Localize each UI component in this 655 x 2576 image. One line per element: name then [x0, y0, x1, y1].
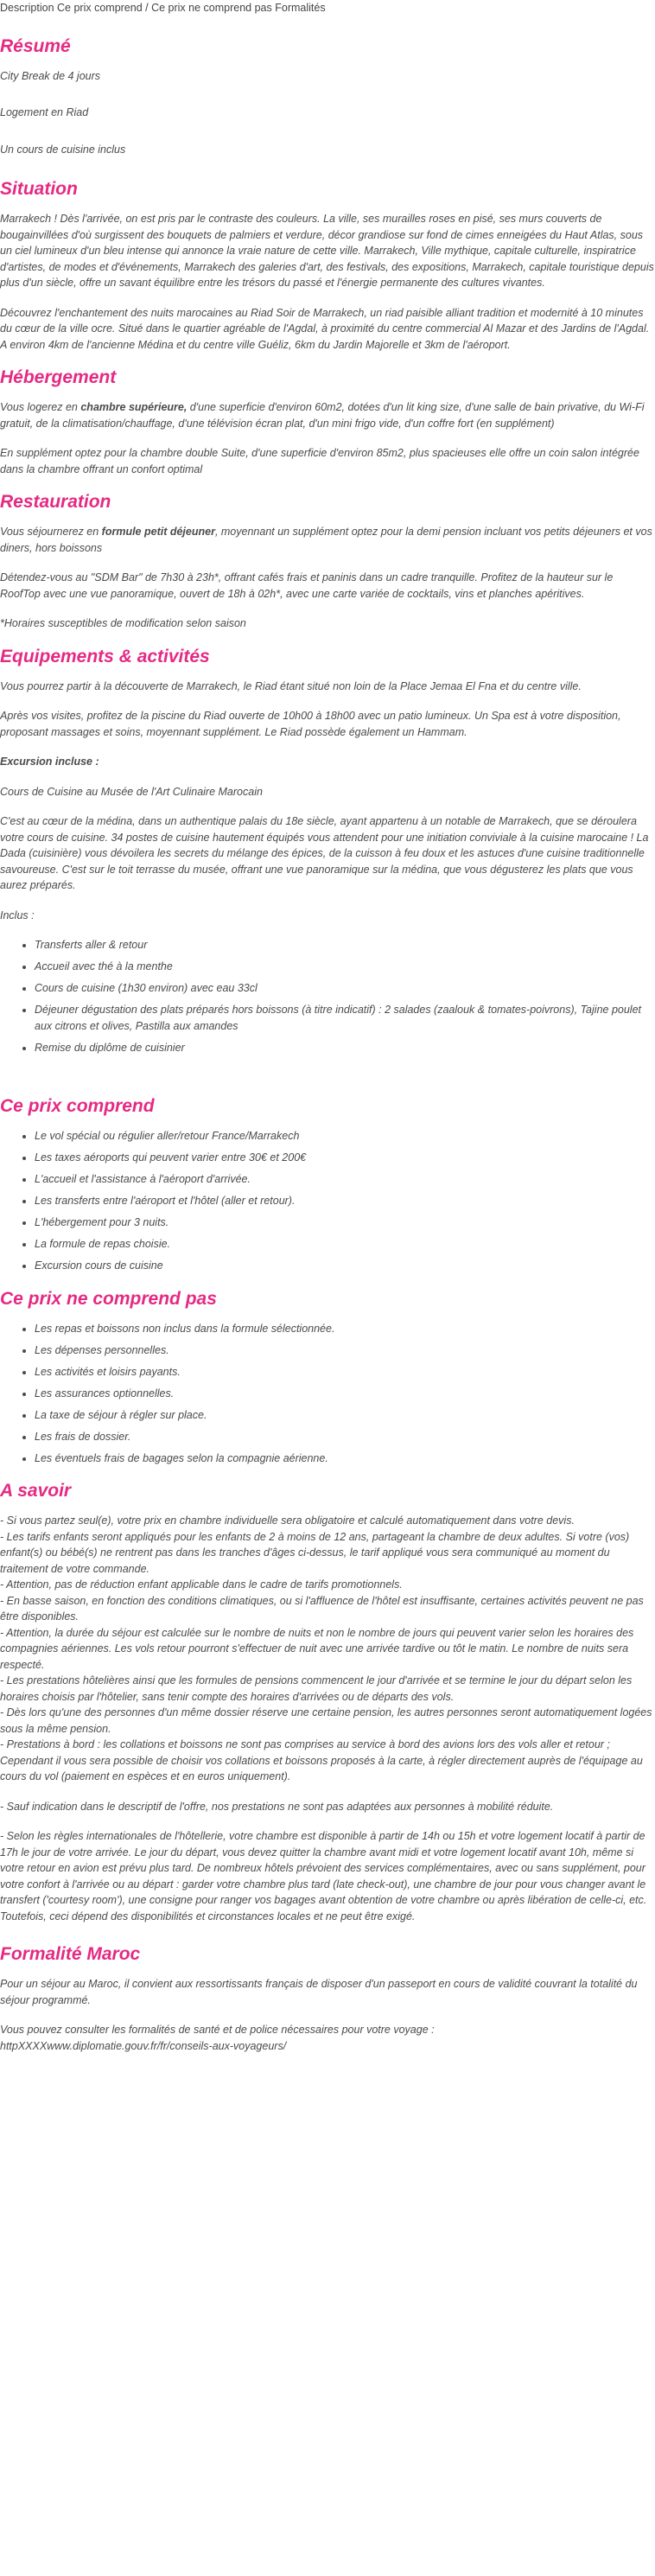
comprend-list: [0, 1128, 655, 1274]
list-item: • Transferts aller & retour: [35, 937, 655, 953]
note-line: - Sauf indication dans le descriptif de l'offre, nos prestations ne sont pas adaptées aux personnes à mobilité réduite.: [0, 1800, 554, 1813]
situation-paragraph: Marrakech ! Dès l'arrivée, on est pris par le contraste des couleurs. La ville, ses murailles roses en pisé, ses murs couverts de bougainvillées d'où surgissent des bouquets de palmiers et verdure, décor grandiose sur fond de cimes enneigées du Haut Atlas, sous un ciel lumineux d'un bleu intense qui annonce la vraie nature de cette ville. Marrakech, Ville mythique, capitale culturelle, inspiratrice d'artistes, de modes et d'événements, Marrakech des galeries d'art, des festivals, des expositions, Marrakech, capitale touristique depuis plus d'un siècle, offre un savant équilibre entre les trésors du passé et l'énergie permanente des cultures vivantes.: [0, 213, 654, 289]
breadcrumb-formalities[interactable]: Formalités: [275, 2, 326, 14]
meal-plan-bold: formule petit déjeuner: [101, 526, 215, 538]
list-item: • Remise du diplôme de cuisinier: [35, 1040, 655, 1056]
note-line: - En basse saison, en fonction des conditions climatiques, ou si l'affluence de l'hôtel est insuffisante, certaines activités peuvent ne pas être disponibles.: [0, 1594, 644, 1623]
breadcrumb-excludes[interactable]: Ce prix ne comprend pas: [151, 2, 272, 14]
hebergement-paragraph: En supplément optez pour la chambre double Suite, d'une superficie d'environ 85m2, plus spacieuses elle offre un coin salon intégrée dans la chambre offrant un confort optimal: [0, 447, 639, 475]
restauration-paragraph: [0, 524, 655, 556]
ne-comprend-list: [0, 1321, 655, 1467]
breadcrumb-description[interactable]: Description: [0, 2, 54, 14]
restauration-heading: Restauration: [0, 492, 111, 512]
breadcrumb-includes[interactable]: Ce prix comprend: [57, 2, 143, 14]
list-item: • Les éventuels frais de bagages selon la compagnie aérienne.: [35, 1451, 655, 1467]
resume-item: City Break de 4 jours: [0, 69, 101, 82]
situation-paragraph: Découvrez l'enchantement des nuits marocaines au Riad Soir de Marrakech, un riad paisible alliant tradition et modernité à 10 minutes du cœur de la ville ocre. Situé dans le quartier agréable de l'Agdal, à proximité du centre commercial Al Mazar et des Jardins de l'Agdal. A environ 4km de l'ancienne Médina et du centre ville Guéliz, 6km du Jardin Majorelle et 3km de l'aéroport.: [0, 306, 650, 351]
list-item: • Les taxes aéroports qui peuvent varier entre 30€ et 200€: [35, 1150, 655, 1166]
ne-comprend-heading: Ce prix ne comprend pas: [0, 1288, 217, 1309]
a-savoir-heading: A savoir: [0, 1481, 72, 1501]
inclus-label: Inclus :: [0, 909, 35, 921]
list-item: • Excursion cours de cuisine: [35, 1258, 655, 1274]
note-line: - Prestations à bord : les collations et boissons ne sont pas comprises au service à bord des avions lors des vols aller et retour ; Cependant il vous sera possible de choisir vos collations et boissons proposés à la carte, à régler directement auprès de l'équipage au cours du vol (paiement en espèces et en euros uniquement).: [0, 1738, 643, 1782]
list-item: • Déjeuner dégustation des plats préparés hors boissons (à titre indicatif) : 2 salades (zaalouk & tomates-poivrons), Tajine poulet aux citrons et olives, Pastilla aux amandes: [35, 1002, 655, 1034]
text-span: d'une superficie d'environ 60m2, dotées d'un lit king size, d'une salle de bain privative, du Wi-Fi gratuit, de la climatisation/chauffage, d'une télévision écran plat, d'un mini frigo vide, d'un coffre fort (en supplément): [0, 401, 645, 430]
excursion-label-bold: Excursion incluse :: [0, 756, 99, 768]
activites-paragraph: Vous pourrez partir à la découverte de Marrakech, le Riad étant situé non loin de la Place Jemaa El Fna et du centre ville.: [0, 679, 582, 692]
restauration-paragraph: Détendez-vous au "SDM Bar" de 7h30 à 23h*, offrant cafés frais et paninis dans un cadre tranquille. Profitez de la hauteur sur le RoofTop avec une vue panoramique, ouvert de 18h à 02h*, avec une carte variée de cocktails, vins et planches apéritives.: [0, 571, 614, 600]
text-span: Vous séjournerez en: [0, 526, 102, 538]
note-line: - Les tarifs enfants seront appliqués pour les enfants de 2 à moins de 12 ans, partageant la chambre de deux adultes. Si votre (vos) enfant(s) ou bébé(s) ne rentrent pas dans les tranches d'âges ci-dessus, le tarif appliqué vous sera communiqué au moment du traitement de votre commande.: [0, 1530, 630, 1575]
text-span: Vous logerez en: [0, 401, 81, 413]
list-item: • Accueil avec thé à la menthe: [35, 959, 655, 975]
list-item: • Les transferts entre l'aéroport et l'hôtel (aller et retour).: [35, 1193, 655, 1209]
list-item: • Les dépenses personnelles.: [35, 1342, 655, 1359]
list-item: • La formule de repas choisie.: [35, 1236, 655, 1253]
formalite-heading: Formalité Maroc: [0, 1944, 141, 1964]
breadcrumb-separator: /: [142, 2, 152, 14]
note-line: - Dès lors qu'une des personnes d'un même dossier réserve une certaine pension, les autres personnes seront automatiquement logées sous la même pension.: [0, 1706, 652, 1735]
resume-item: Logement en Riad: [0, 106, 89, 118]
resume-heading: Résumé: [0, 35, 71, 56]
resume-item: Un cours de cuisine inclus: [0, 143, 126, 156]
list-item: • Le vol spécial ou régulier aller/retour France/Marrakech: [35, 1128, 655, 1145]
activites-heading: Equipements & activités: [0, 646, 210, 666]
list-item: • Les repas et boissons non inclus dans la formule sélectionnée.: [35, 1321, 655, 1337]
situation-heading: Situation: [0, 179, 78, 199]
excursion-name: Cours de Cuisine au Musée de l'Art Culinaire Marocain: [0, 785, 263, 798]
excursion-description: C'est au cœur de la médina, dans un authentique palais du 18e siècle, ayant appartenu à un notable de Marrakech, que se déroulera votre cours de cuisine. 34 postes de cuisine hautement équipés vous attendent pour une initiation conviviale à la cuisine marocaine ! La Dada (cuisinière) vous dévoilera les secrets du mélange des épices, de la cuisson à feu doux et les astuces d'une cuisine traditionnelle savoureuse. C'est sur le toit terrasse du musée, offrant une vue panoramique sur la médina, que vous dégusterez les plats que vous aurez préparés.: [0, 815, 649, 891]
note-line: - Attention, la durée du séjour est calculée sur le nombre de nuits et non le nombre de jours qui peuvent varier selon les horaires des compagnies aériennes. Les vols retour pourront s'effectuer de nuit avec une arrivée tardive ou tôt le matin. Le nombre de nuits sera respecté.: [0, 1626, 634, 1671]
note-line: - Si vous partez seul(e), votre prix en chambre individuelle sera obligatoire et calculé automatiquement dans votre devis.: [0, 1514, 575, 1527]
activites-paragraph: Après vos visites, profitez de la piscine du Riad ouverte de 10h00 à 18h00 avec un patio lumineux. Un Spa est à votre disposition, proposant massages et soins, moyennant supplément. Le Riad possède également un Hammam.: [0, 710, 621, 738]
list-item: • Les activités et loisirs payants.: [35, 1364, 655, 1380]
list-item: • Les assurances optionnelles.: [35, 1386, 655, 1402]
list-item: • La taxe de séjour à régler sur place.: [35, 1407, 655, 1424]
list-item: • Cours de cuisine (1h30 environ) avec eau 33cl: [35, 980, 655, 997]
note-line: - Selon les règles internationales de l'hôtellerie, votre chambre est disponible à partir de 14h ou 15h et votre logement locatif à partir de 17h le jour de votre arrivée. Le jour du départ, vous devez quitter la chambre avant midi et votre logement locatif avant 10h, même si votre retour en avion est prévu plus tard. De nombreux hôtels prévoient des services complémentaires, avec ou sans supplément, pour votre confort à l'arrivée ou au départ : garder votre chambre plus tard (late check-out), une chambre de jour pour vous changer avant le transfert ('courtesy room'), une consigne pour ranger vos bagages avant obtention de votre chambre ou après libération de celle-ci, etc. Toutefois, ceci dépend des disponibilités et circonstances locales et ne peut être exigé.: [0, 1830, 647, 1922]
inclus-list: [0, 937, 655, 1055]
note-line: - Attention, pas de réduction enfant applicable dans le cadre de tarifs promotionnels.: [0, 1578, 403, 1591]
list-item: • L'hébergement pour 3 nuits.: [35, 1215, 655, 1231]
room-type-bold: chambre supérieure,: [80, 401, 188, 413]
formalite-paragraph: Vous pouvez consulter les formalités de santé et de police nécessaires pour votre voyage :: [0, 2024, 435, 2036]
formalite-link[interactable]: httpXXXXwww.diplomatie.gouv.fr/fr/conseils-aux-voyageurs/: [0, 2039, 287, 2052]
list-item: • Les frais de dossier.: [35, 1429, 655, 1445]
hebergement-heading: Hébergement: [0, 367, 117, 387]
formalite-paragraph: Pour un séjour au Maroc, il convient aux ressortissants français de disposer d'un passeport en cours de validité couvrant la totalité du séjour programmé.: [0, 1978, 638, 2006]
excursion-label: [0, 754, 655, 770]
a-savoir-notes: [0, 1513, 655, 1924]
hebergement-paragraph: [0, 399, 655, 431]
list-item: • L'accueil et l'assistance à l'aéroport d'arrivée.: [35, 1171, 655, 1188]
text-span: , moyennant un supplément optez pour la demi pension incluant vos petits déjeuners et vos diners, hors boissons: [0, 526, 652, 554]
note-line: - Les prestations hôtelières ainsi que les formules de pensions commencent le jour d'arrivée et se termine le jour du départ selon les horaires choisis par l'hôtelier, sans tenir compte des horaires d'arrivées ou de départs des vols.: [0, 1674, 633, 1703]
restauration-note: *Horaires susceptibles de modification selon saison: [0, 617, 246, 629]
section-breadcrumb: [0, 0, 655, 16]
comprend-heading: Ce prix comprend: [0, 1096, 155, 1116]
